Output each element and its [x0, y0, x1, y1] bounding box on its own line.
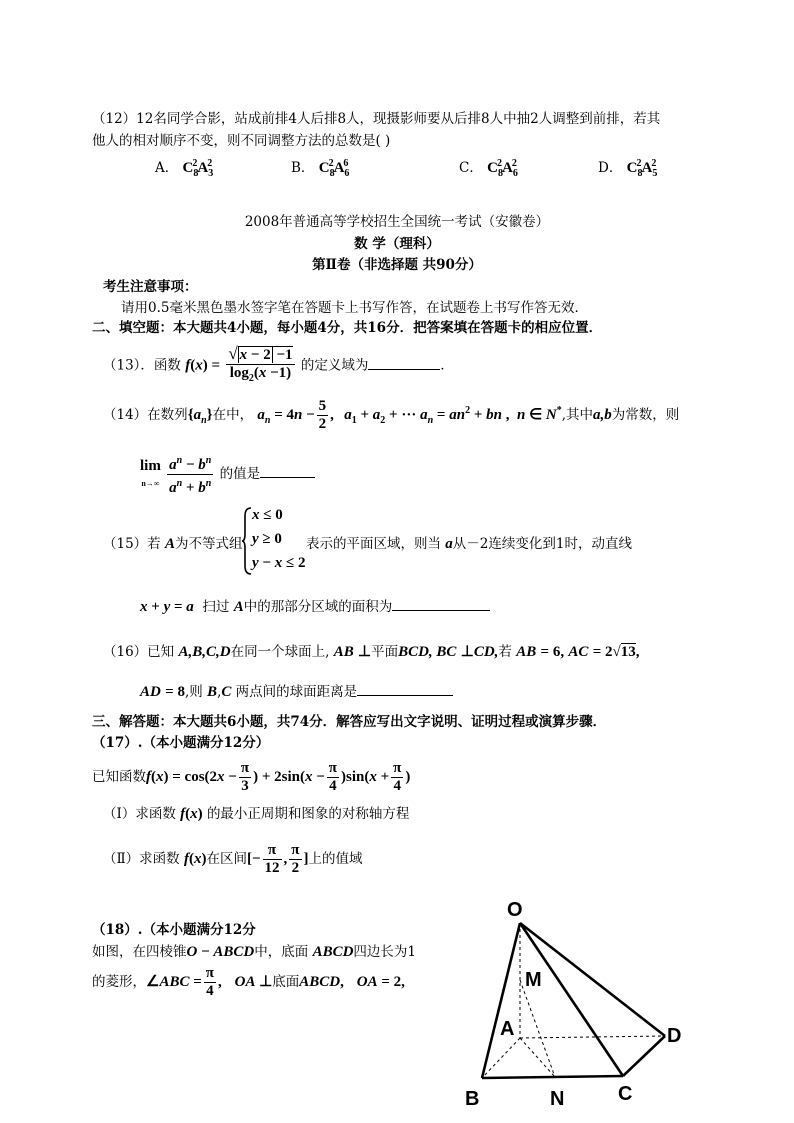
subject-title: 数 学（理科）: [354, 236, 440, 252]
q14-mid: 在中，: [212, 407, 254, 423]
segment-MN: [520, 980, 555, 1077]
q16-line2b: 两点间的球面距离是: [235, 684, 358, 700]
q16-line2: AD = 8,则 B,C 两点间的球面距离是: [140, 680, 453, 701]
q12-line2: 他人的相对顺序不变，则不同调整方法的总数是( ): [92, 133, 391, 149]
edge-OC: [520, 923, 623, 1076]
sup: 2: [207, 158, 213, 169]
option-label: D．: [598, 160, 623, 176]
sub: 8: [637, 168, 643, 179]
sup: 2: [328, 158, 334, 169]
q18-line1c: 四边长为1: [353, 944, 417, 960]
q18-line1a: 如图，在四棱锥: [92, 944, 187, 960]
q14-prefix: （14）在数列: [103, 407, 188, 423]
q16-mid: 在同一个球面上,: [230, 644, 330, 660]
edge-AD: [520, 1036, 665, 1038]
segment-AN: [520, 1038, 555, 1077]
q15-mid: 为不等式组: [175, 536, 243, 552]
q17-part2b: 在区间: [206, 851, 247, 867]
q13-suffix: 的定义域为: [300, 357, 369, 374]
edge-CD: [623, 1036, 665, 1076]
ineq-1: x ≤ 0: [252, 507, 283, 523]
q14-tail2: 为常数，则: [611, 407, 680, 423]
q17-part1b: 的最小正周期和图象的对称轴方程: [206, 806, 410, 822]
exam-title: 2008年普通高等学校招生全国统一考试（安徽卷）: [244, 214, 550, 230]
ineq-3: y − x ≤ 2: [252, 555, 306, 571]
q18-line2: 的菱形，∠ABC = $\frac{\pi}{4}$ , OA ⊥底面ABCD, OA = 2,: [92, 965, 405, 999]
q12-option-d: D． $C_8^2A_5^2$: [598, 158, 658, 179]
q13-prefix: （13）．函数: [103, 357, 181, 374]
q18-line1b: 中，底面: [254, 944, 309, 960]
q14-line2: lim n→∞ $\frac{a^n - b^n}{a^n + b^n}$ 的值是: [140, 452, 315, 497]
sub: 6: [344, 168, 350, 179]
q17-part2a: （Ⅱ）求函数: [103, 851, 180, 867]
q14-tail: ,其中: [561, 407, 594, 423]
q13-fraction: $\frac{√ x - 2 -1}{\log_2(x -1)}$: [228, 344, 293, 384]
q18-title: （18）.（本小题满分12分: [92, 922, 256, 938]
q16-line2-text: ,则: [184, 684, 203, 700]
section-2-heading: 二、填空题：本大题共4小题，每小题4分，共16分．把答案填在答题卡的相应位置．: [92, 320, 603, 336]
q13-end: ．: [440, 357, 454, 374]
section-3-heading: 三、解答题：本大题共6小题，共74分．解答应写出文字说明、证明过程或演算步骤．: [92, 714, 607, 730]
q15-prefix: （15）若: [103, 536, 161, 552]
option-label: C．: [459, 160, 483, 176]
q17-title: （17）.（本小题满分12分）: [92, 735, 270, 751]
q17-part1: （Ⅰ）求函数 f(x) 的最小正周期和图象的对称轴方程: [103, 806, 410, 822]
q17-given: 已知函数f(x) = cos(2x − $\frac{\pi}{3}$ ) + 2sin(x − $\frac{\pi}{4}$ )sin(x + $\frac{\pi}{4}$ ): [92, 760, 411, 794]
sub: 3: [208, 168, 214, 179]
q12-option-a: A． $C_8^2A_3^2$: [155, 158, 214, 179]
sup: 2: [496, 158, 502, 169]
q17-part1a: （Ⅰ）求函数: [103, 806, 176, 822]
q12-line1: （12）12名同学合影，站成前排4人后排8人，现摄影师要从后排8人中抽2人调整到前排，若其: [92, 111, 661, 127]
label-O: O: [507, 899, 523, 921]
label-A: A: [500, 1018, 515, 1040]
label-D: D: [667, 1025, 682, 1047]
option-label: B．: [291, 160, 315, 176]
q15-line2: x + y = a 扫过 A中的那部分区域的面积为: [140, 595, 490, 616]
sup: 2: [636, 158, 642, 169]
label-M: M: [525, 969, 542, 991]
q18-line2a: 的菱形，: [92, 974, 146, 990]
label-N: N: [550, 1088, 565, 1110]
option-label: A．: [155, 160, 179, 176]
volume-title: 第Ⅱ卷（非选择题 共90分）: [312, 257, 482, 273]
sub: 5: [652, 168, 658, 179]
q14-line1: （14）在数列$\{a_n\}$在中， $a_n = 4n$ − $\frac{5}{2}$ , $a_1 + a_2$ + ··· $a_n = an^2$ + bn , n ∈ N*,其中a,b为常数，则: [103, 398, 680, 432]
notice-text: 请用0.5毫米黑色墨水签字笔在答题卡上书写作答，在试题卷上书写作答无效．: [121, 300, 588, 316]
q17-part2c: 上的值域: [308, 851, 363, 867]
q18-line2b: 底面: [272, 974, 300, 990]
sub: 6: [512, 168, 518, 179]
q17-given-text: 已知函数: [92, 769, 146, 785]
q15-mid2: 表示的平面区域，则当: [306, 536, 441, 552]
sub: 8: [329, 168, 335, 179]
sub: 8: [497, 168, 503, 179]
q15-line2b: 中的那部分区域的面积为: [243, 599, 393, 615]
sup: 2: [651, 158, 657, 169]
q16-line1: （16）已知 A,B,C,D在同一个球面上, AB ⊥平面BCD, BC ⊥CD,若 AB = 6, AC = 2√13,: [103, 644, 640, 660]
sup: 6: [343, 158, 349, 169]
q16-mid2: 平面: [371, 644, 399, 660]
q15-line2a: 扫过: [202, 599, 230, 615]
sup: 2: [192, 158, 198, 169]
q12-option-c: C． $C_8^2A_6^2$: [459, 158, 518, 179]
sub: 8: [193, 168, 199, 179]
notice-title: 考生注意事项：: [103, 279, 198, 295]
q13: （13）．函数 f(x) = $\frac{√ x - 2 -1}{\log_2(x -1)}$ 的定义域为 ．: [103, 345, 454, 387]
q18-line1: 如图，在四棱锥O − ABCD中，底面 ABCD四边长为1: [92, 944, 417, 960]
edge-OD: [520, 923, 665, 1036]
edge-OB: [482, 923, 520, 1078]
label-B: B: [465, 1088, 480, 1110]
label-C: C: [618, 1083, 633, 1105]
q17-part2: （Ⅱ）求函数 f(x)在区间[− $\frac{\pi}{12}$ , $\frac{\pi}{2}$ ]上的值域: [103, 842, 363, 876]
q16-prefix: （16）已知: [103, 644, 175, 660]
edge-BC: [482, 1076, 623, 1078]
q12-option-b: B． $C_8^2A_6^6$: [291, 158, 350, 179]
sup: 2: [511, 158, 517, 169]
q15-mid3: 从－2连续变化到1时，动直线: [452, 536, 632, 552]
q15-line1-right: 表示的平面区域，则当 a从－2连续变化到1时，动直线: [306, 536, 632, 552]
pyramid-diagram: [455, 890, 695, 1115]
q15-line1-left: （15）若 A为不等式组: [103, 536, 243, 552]
q14-suffix: 的值是: [219, 466, 261, 482]
ineq-2: y ≥ 0: [252, 531, 282, 547]
